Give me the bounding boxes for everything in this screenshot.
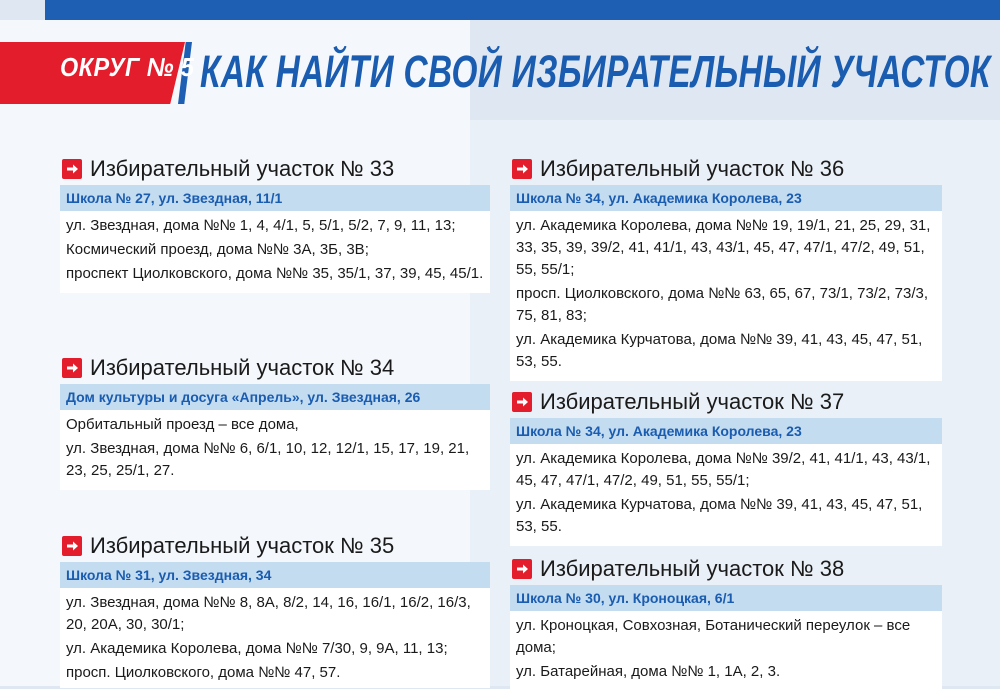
precinct-card-37 <box>510 389 942 546</box>
street-line: ул. Академика Королева, дома №№ 39/2, 41, 41/1, 43, 43/1, 45, 47, 47/1, 47/2, 49, 51, 55, 55/1; <box>516 450 931 489</box>
arrow-right-icon <box>512 392 532 412</box>
precinct-streets <box>510 611 942 689</box>
precinct-streets <box>510 444 942 546</box>
precinct-header <box>60 533 490 559</box>
precinct-card-35 <box>60 533 490 688</box>
street-line: ул. Звездная, дома №№ 1, 4, 4/1, 5, 5/1, 5/2, 7, 9, 11, 13; <box>66 217 456 234</box>
street-line: ул. Звездная, дома №№ 8, 8А, 8/2, 14, 16, 16/1, 16/2, 16/3, 20, 20А, 30, 30/1; <box>66 594 471 633</box>
precinct-title: Избирательный участок № 33 <box>90 156 395 181</box>
precinct-card-36 <box>510 156 942 381</box>
precinct-address: Школа № 34, ул. Академика Королева, 23 <box>510 418 942 444</box>
street-line: ул. Академика Королева, дома №№ 19, 19/1, 21, 25, 29, 31, 33, 35, 39, 39/2, 41, 41/1, 43, 43/1, 45, 47, 47/1, 47/2, 49, 51, 55, 55/1; <box>516 217 931 278</box>
precinct-title: Избирательный участок № 38 <box>540 556 845 581</box>
precinct-header <box>60 156 490 182</box>
street-line: ул. Академика Курчатова, дома №№ 39, 41, 43, 45, 47, 51, 53, 55. <box>516 331 923 370</box>
street-line: ул. Кроноцкая, Совхозная, Ботанический переулок – все дома; <box>516 617 911 656</box>
street-line: просп. Циолковского, дома №№ 63, 65, 67, 73/1, 73/2, 73/3, 75, 81, 83; <box>516 285 929 324</box>
street-line: просп. Циолковского, дома №№ 47, 57. <box>66 664 341 681</box>
precinct-address: Дом культуры и досуга «Апрель», ул. Звездная, 26 <box>60 384 490 410</box>
precinct-header <box>510 156 942 182</box>
precinct-address: Школа № 34, ул. Академика Королева, 23 <box>510 185 942 211</box>
street-line: Орбитальный проезд – все дома, <box>66 416 299 433</box>
arrow-right-icon <box>62 358 82 378</box>
precinct-title: Избирательный участок № 35 <box>90 533 395 558</box>
street-line: проспект Циолковского, дома №№ 35, 35/1, 37, 39, 45, 45/1. <box>66 265 484 282</box>
top-blue-bar <box>45 0 1000 20</box>
precinct-address: Школа № 31, ул. Звездная, 34 <box>60 562 490 588</box>
district-badge-label: ОКРУГ № 5 <box>60 52 195 82</box>
precinct-card-33 <box>60 156 490 293</box>
arrow-right-icon <box>512 159 532 179</box>
precinct-title: Избирательный участок № 36 <box>540 156 845 181</box>
precinct-streets <box>60 211 490 293</box>
precinct-address: Школа № 27, ул. Звездная, 11/1 <box>60 185 490 211</box>
arrow-right-icon <box>62 536 82 556</box>
page-title: КАК НАЙТИ СВОЙ ИЗБИРАТЕЛЬНЫЙ УЧАСТОК <box>200 46 991 97</box>
street-line: ул. Академика Королева, дома №№ 7/30, 9, 9А, 11, 13; <box>66 640 448 657</box>
precinct-streets <box>60 410 490 490</box>
precinct-header <box>60 355 490 381</box>
precinct-header <box>510 556 942 582</box>
arrow-right-icon <box>512 559 532 579</box>
street-line: ул. Академика Курчатова, дома №№ 39, 41, 43, 45, 47, 51, 53, 55. <box>516 496 923 535</box>
precinct-streets <box>60 588 490 688</box>
street-line: Космический проезд, дома №№ 3А, 3Б, 3В; <box>66 241 369 258</box>
precinct-address: Школа № 30, ул. Кроноцкая, 6/1 <box>510 585 942 611</box>
precinct-header <box>510 389 942 415</box>
precinct-card-38 <box>510 556 942 689</box>
precinct-title: Избирательный участок № 37 <box>540 389 845 414</box>
precinct-title: Избирательный участок № 34 <box>90 355 395 380</box>
precinct-streets <box>510 211 942 381</box>
arrow-right-icon <box>62 159 82 179</box>
street-line: ул. Батарейная, дома №№ 1, 1А, 2, 3. <box>516 663 781 680</box>
street-line: ул. Звездная, дома №№ 6, 6/1, 10, 12, 12/1, 15, 17, 19, 21, 23, 25, 25/1, 27. <box>66 440 470 479</box>
precinct-card-34 <box>60 355 490 490</box>
